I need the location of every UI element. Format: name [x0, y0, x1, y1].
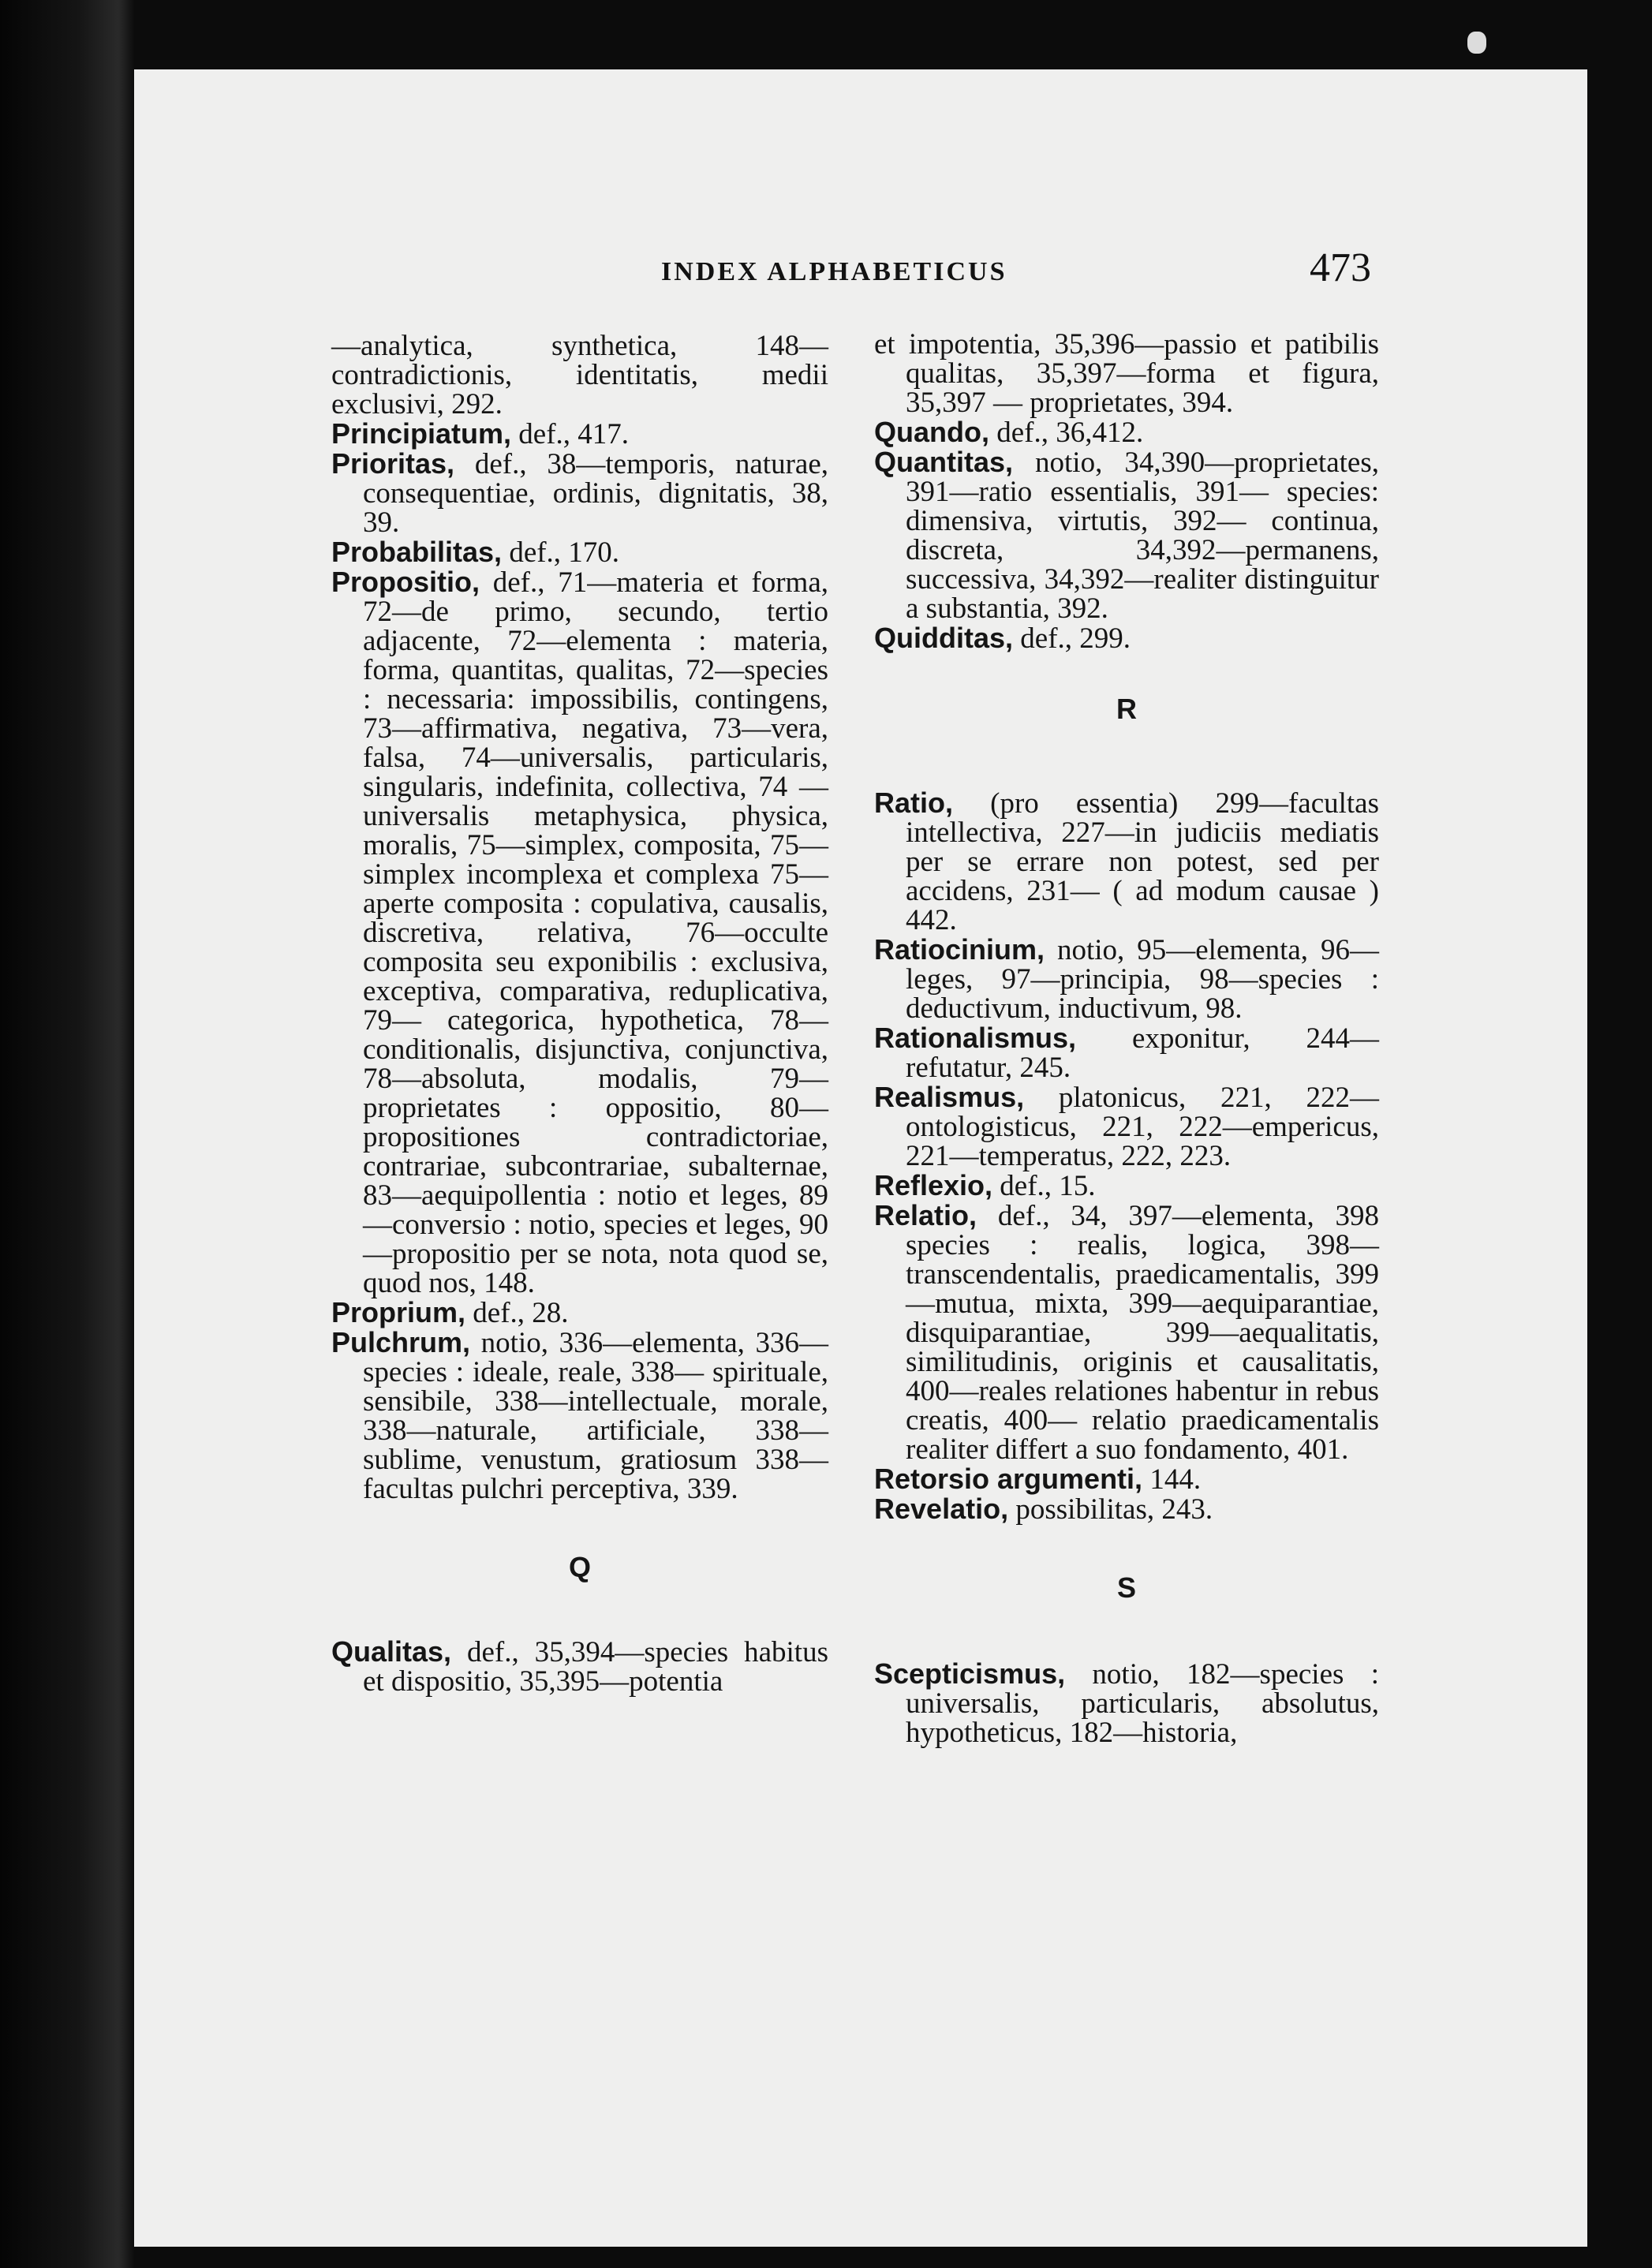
index-entry [874, 935, 1379, 1023]
page-header [0, 245, 1652, 301]
entry-text: def., 38—temporis, naturae, consequentiae, ordinis, dignitatis, 38, 39. [363, 448, 828, 539]
entry-text: def., 170. [502, 536, 620, 569]
right-column [874, 330, 1379, 1747]
entry-headword: Rationalismus, [874, 1022, 1077, 1054]
entry-headword: Pulchrum, [331, 1326, 471, 1358]
running-title: INDEX ALPHABETICUS [661, 257, 1007, 286]
entry-headword: Revelatio, [874, 1493, 1009, 1525]
entry-headword: Proprium, [331, 1296, 466, 1328]
entry-text: 144. [1142, 1463, 1202, 1496]
section-letter: R [1116, 693, 1137, 725]
index-entry [874, 330, 1379, 417]
entry-text: —analytica, synthetica, 148— contradictionis, identitatis, medii exclusivi, 292. [331, 330, 828, 420]
entry-headword: Ratio, [874, 787, 954, 819]
entry-text: def., 36,412. [989, 417, 1144, 449]
index-entry [331, 419, 828, 449]
entry-headword: Quantitas, [874, 446, 1014, 478]
index-entry [874, 1082, 1379, 1171]
scan-gutter [0, 0, 134, 2268]
left-column [331, 331, 828, 1696]
index-entry [331, 567, 828, 1298]
index-entry [331, 449, 828, 537]
index-entry [874, 1659, 1379, 1747]
entry-headword: Quidditas, [874, 622, 1014, 654]
entry-text: notio, 34,390—proprietates, 391—ratio essentialis, 391— species: dimensiva, virtutis, 392— continua, discreta, 34,392—permanens, successiva, 34,392—realiter distinguitur a substantia, 392. [906, 447, 1379, 625]
entry-text: platonicus, 221, 222— ontologisticus, 221, 222—empericus, 221—temperatus, 222, 223. [906, 1082, 1379, 1172]
entry-headword: Retorsio argumenti, [874, 1463, 1143, 1495]
index-entry [874, 1023, 1379, 1082]
index-entry [331, 537, 828, 567]
index-entry [874, 417, 1379, 447]
entry-text: def., 35,394—species habitus et dispositio, 35,395—potentia [363, 1636, 828, 1698]
entry-text: notio, 95—elementa, 96—leges, 97—principia, 98—species : deductivum, inductivum, 98. [906, 934, 1379, 1025]
index-entry [331, 1637, 828, 1696]
entry-text: def., 417. [511, 418, 630, 450]
entry-headword: Probabilitas, [331, 536, 503, 568]
entry-text: def., 299. [1013, 622, 1131, 655]
entry-text: (pro essentia) 299—facultas intellectiva, 227—in judiciis mediatis per se errare non potest, sed per accidens, 231— ( ad modum causae ) 442. [906, 787, 1379, 936]
entry-headword: Principiatum, [331, 417, 512, 450]
entry-headword: Quando, [874, 416, 989, 448]
index-entry [331, 331, 828, 419]
entry-headword: Prioritas, [331, 447, 455, 480]
index-entry [874, 788, 1379, 935]
entry-headword: Reflexio, [874, 1169, 993, 1201]
entry-headword: Ratiocinium, [874, 933, 1045, 966]
entry-text: exponitur, 244— refutatur, 245. [906, 1022, 1379, 1084]
scan-speck [1467, 32, 1486, 54]
entry-text: def., 15. [992, 1170, 1096, 1202]
entry-text: notio, 182—species : universalis, particularis, absolutus, hypotheticus, 182—historia, [906, 1658, 1379, 1749]
entry-text: def., 71—materia et forma, 72—de primo, secundo, tertio adjacente, 72—elementa : materia, forma, quantitas, qualitas, 72—species : necessaria: impossibilis, contingens, 73—affirmativa, negativa, 73—vera, falsa, 74—universalis, particularis, singularis, indefinita, collectiva, 74 —universalis metaphysica, physica, moralis, 75—simplex, composita, 75—simplex incomplexa et complexa 75—aperte composita : copulativa, causalis, discretiva, relativa, 76—occulte composita seu exponibilis : exclusiva, exceptiva, comparativa, reduplicativa, 79— categorica, hypothetica, 78—conditionalis, disjunctiva, conjunctiva, 78—absoluta, modalis, 79—proprietates : oppositio, 80—propositiones contradictoriae, contrariae, subcontrariae, subalternae, 83—aequipollentia : notio et leges, 89—conversio : notio, species et leges, 90—propositio per se nota, nota quod se, quod nos, 148. [363, 566, 828, 1299]
index-entry [331, 1298, 828, 1328]
index-entry [874, 1201, 1379, 1464]
index-entry [874, 1464, 1379, 1494]
index-entry [874, 1494, 1379, 1524]
section-letter: S [1116, 1571, 1136, 1604]
index-entry [331, 1328, 828, 1504]
index-entry [874, 1171, 1379, 1201]
index-entry [874, 623, 1379, 653]
entry-headword: Scepticismus, [874, 1657, 1066, 1690]
entry-text: def., 28. [465, 1297, 569, 1329]
entry-headword: Propositio, [331, 566, 480, 598]
entry-text: possibilitas, 243. [1008, 1493, 1213, 1526]
entry-headword: Qualitas, [331, 1635, 452, 1668]
entry-headword: Realismus, [874, 1081, 1025, 1113]
entry-text: et impotentia, 35,396—passio et patibilis qualitas, 35,397—forma et figura, 35,397 — proprietates, 394. [874, 328, 1379, 419]
entry-text: notio, 336—elementa, 336—species : ideale, reale, 338— spirituale, sensibile, 338—intellectuale, morale, 338—naturale, artificiale, 338—sublime, venustum, gratiosum 338—facultas pulchri perceptiva, 339. [363, 1327, 828, 1505]
entry-headword: Relatio, [874, 1199, 977, 1231]
page-number: 473 [1310, 245, 1371, 290]
section-letter: Q [568, 1551, 591, 1583]
index-entry [874, 447, 1379, 623]
entry-text: def., 34, 397—elementa, 398 species : realis, logica, 398—transcendentalis, praedicamentalis, 399 —mutua, mixta, 399—aequiparantiae, disquiparantiae, 399—aequalitatis, similitudinis, originis et causalitatis, 400—reales relationes habentur in rebus creatis, 400— relatio praedicamentalis realiter differt a suo fondamento, 401. [906, 1200, 1379, 1466]
